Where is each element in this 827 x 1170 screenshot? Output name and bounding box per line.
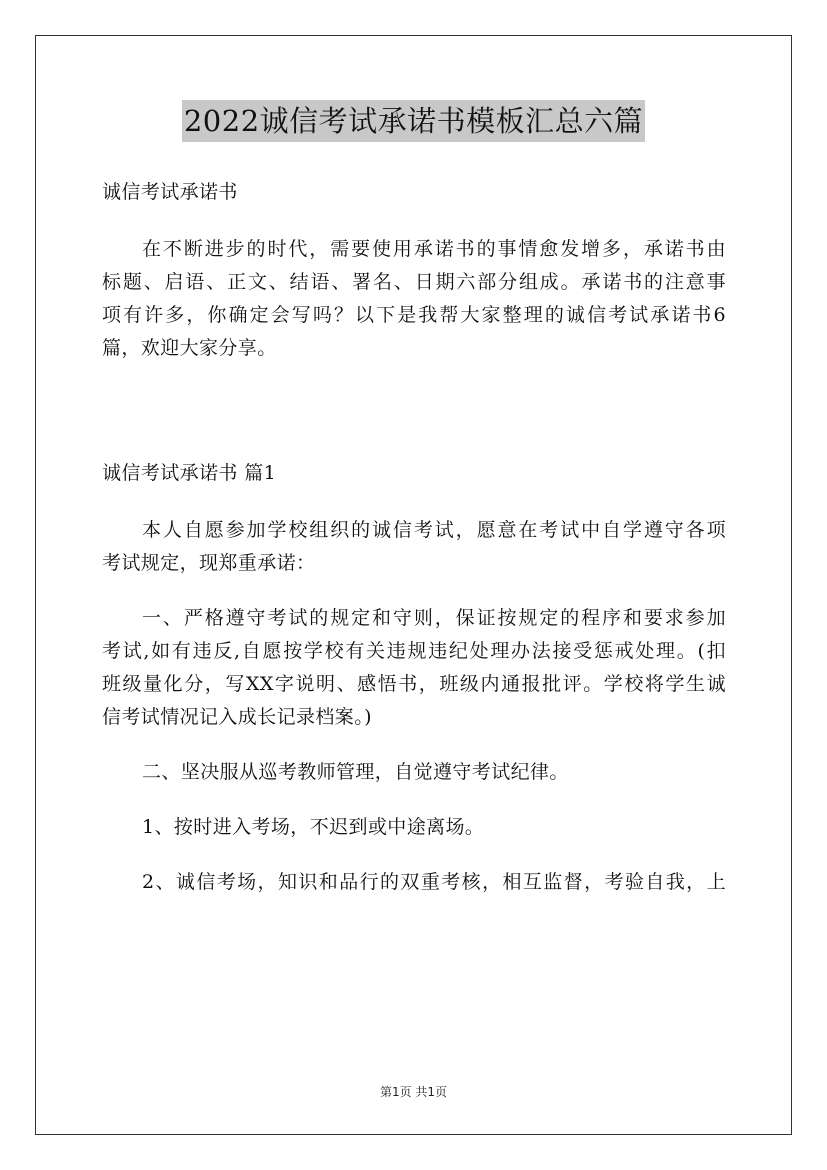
paragraph-line: 考试,如有违反,自愿按学校有关违规违纪处理办法接受惩戒处理。(扣 bbox=[102, 640, 726, 662]
intro-line: 项有许多，你确定会写吗？以下是我帮大家整理的诚信考试承诺书6 bbox=[102, 304, 726, 326]
document-body bbox=[102, 176, 726, 921]
paragraph-line: 2、诚信考场，知识和品行的双重考核，相互监督，考验自我，上 bbox=[142, 871, 726, 893]
section1-paragraph-5 bbox=[102, 866, 726, 899]
section1-paragraph-4 bbox=[102, 811, 726, 844]
intro-heading: 诚信考试承诺书 bbox=[102, 181, 238, 203]
paragraph-line: 一、严格遵守考试的规定和守则，保证按规定的程序和要求参加 bbox=[142, 607, 726, 629]
section1-paragraph-1 bbox=[102, 514, 726, 580]
paragraph-line: 考试规定，现郑重承诺： bbox=[102, 552, 316, 574]
intro-line: 标题、启语、正文、结语、署名、日期六部分组成。承诺书的注意事 bbox=[102, 271, 726, 293]
section1-paragraph-2 bbox=[102, 602, 726, 734]
paragraph-line: 二、坚决服从巡考教师管理，自觉遵守考试纪律。 bbox=[142, 761, 569, 783]
paragraph-line: 班级量化分，写XX字说明、感悟书，班级内通报批评。学校将学生诚 bbox=[102, 673, 726, 695]
paragraph-line: 信考试情况记入成长记录档案。) bbox=[102, 706, 372, 728]
paragraph-line: 1、按时进入考场，不迟到或中途离场。 bbox=[142, 816, 485, 838]
section1-paragraph-3 bbox=[102, 756, 726, 789]
section1-heading: 诚信考试承诺书 篇1 bbox=[102, 462, 277, 484]
page-footer: 第1页 共1页 bbox=[379, 1085, 448, 1099]
title-container bbox=[0, 100, 827, 142]
intro-line: 在不断进步的时代，需要使用承诺书的事情愈发增多，承诺书由 bbox=[142, 238, 726, 260]
paragraph-line: 本人自愿参加学校组织的诚信考试，愿意在考试中自学遵守各项 bbox=[142, 519, 726, 541]
document-title: 2022诚信考试承诺书模板汇总六篇 bbox=[182, 100, 645, 142]
intro-paragraph bbox=[102, 233, 726, 365]
intro-line: 篇，欢迎大家分享。 bbox=[102, 337, 277, 359]
section-spacer bbox=[102, 387, 726, 457]
